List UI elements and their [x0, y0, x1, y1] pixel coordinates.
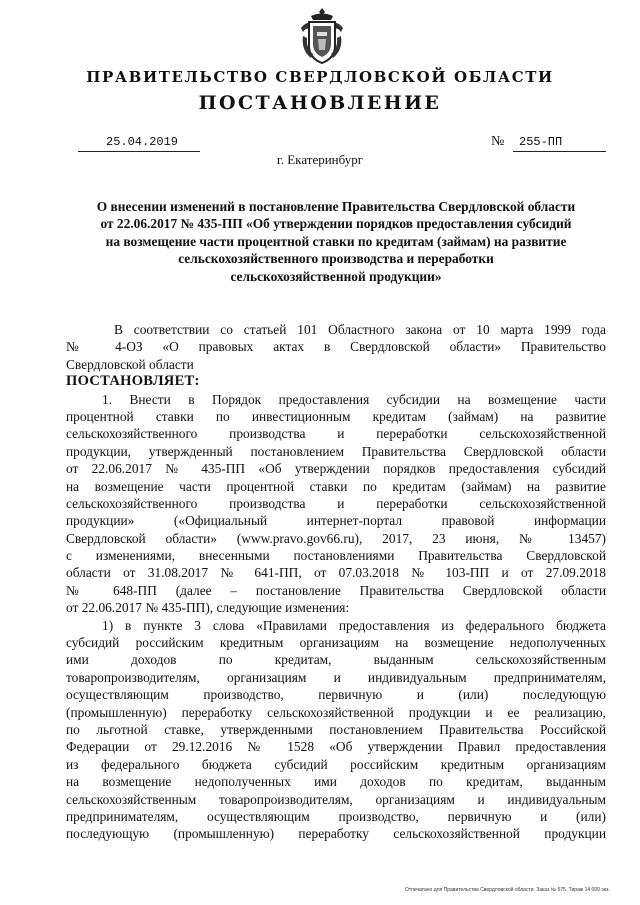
- title-line: от 22.06.2017 № 435-ПП «Об утверждении порядков предоставления субсидий: [100, 216, 572, 232]
- item1-line: с изменениями, внесенными постановлениями Правительства Свердловской: [66, 548, 606, 564]
- sub1-line: осуществляющим производство, первичную и (или) последующую: [66, 687, 606, 703]
- document-body: [66, 321, 606, 843]
- item1-line: Свердловской области» (www.pravo.gov66.ru), 2017, 23 июня, № 13457): [66, 530, 606, 546]
- sub1-line: субсидий российским кредитным организациям на возмещение недополученных: [66, 635, 606, 651]
- preamble-line: Свердловской области: [66, 356, 194, 372]
- preamble-line: В соответствии со статьей 101 Областного закона от 10 марта 1999 года: [114, 322, 606, 337]
- sub1-line: предпринимателям, осуществляющим производство, первичную и (или): [66, 808, 606, 824]
- item1-line: 1. Внести в Порядок предоставления субсидии на возмещение части: [102, 391, 606, 407]
- sub1-line: ими доходов по кредитам, выданным сельскохозяйственным: [66, 652, 606, 668]
- item1-line: № 648-ПП (далее – постановление Правительства Свердловской области: [66, 582, 606, 598]
- item1-line: продукции, утвержденный постановлением Правительства Свердловской области: [66, 443, 606, 459]
- number-sign: №: [491, 134, 505, 149]
- item1-line: сельскохозяйственного производства и переработки сельскохозяйственной: [66, 426, 606, 442]
- title-line: на возмещение части процентной ставки по кредитам (займам) на развитие: [105, 233, 567, 249]
- item1-line: процентной ставки по инвестиционным кредитам (займам) на развитие: [66, 408, 606, 424]
- sub1-line: сельскохозяйственным товаропроизводителям, организациям и индивидуальным: [66, 791, 606, 807]
- document-title: [66, 198, 606, 285]
- item1-line: сельскохозяйственного производства и переработки сельскохозяйственной: [66, 495, 606, 511]
- sub1-line: Федерации от 29.12.2016 № 1528 «Об утверждении Правил предоставления: [66, 739, 606, 755]
- resolve-heading: ПОСТАНОВЛЯЕТ:: [66, 373, 200, 390]
- coat-of-arms-icon: [297, 6, 347, 66]
- preamble-line: № 4-ОЗ «О правовых актах в Свердловской области» Правительство: [66, 339, 606, 355]
- item1-line: на возмещение части процентной ставки по кредитам (займам) на развитие: [66, 478, 606, 494]
- sub1-line: последующую (промышленную) переработку сельскохозяйственной продукции: [66, 826, 606, 842]
- sub1-line: по льготной ставке, утвержденными постановлением Правительства Российской: [66, 721, 606, 737]
- city: г. Екатеринбург: [276, 152, 364, 167]
- sub1-line: (промышленную) переработку сельскохозяйственной продукции и ее реализацию,: [66, 704, 606, 720]
- item1-line: продукции» («Официальный интернет-портал правовой информации: [66, 513, 606, 529]
- document-type: ПОСТАНОВЛЕНИЕ: [198, 92, 442, 114]
- government-name: ПРАВИТЕЛЬСТВО СВЕРДЛОВСКОЙ ОБЛАСТИ: [86, 68, 554, 86]
- item1-line: от 22.06.2017 № 435-ПП «Об утверждении порядков предоставления субсидий: [66, 461, 606, 477]
- sub1-line: товаропроизводителям, организациям и индивидуальным предпринимателям,: [66, 669, 606, 685]
- title-line: сельскохозяйственного производства и переработки: [178, 251, 494, 267]
- document-date: 25.04.2019: [78, 134, 200, 152]
- item1-line: от 22.06.2017 № 435-ПП), следующие изменения:: [66, 600, 350, 616]
- sub1-line: на возмещение недополученных ими доходов по кредитам, выданным: [66, 774, 606, 790]
- sub1-line: из федерального бюджета субсидий российским кредитным организациям: [66, 756, 606, 772]
- item1-line: области от 31.08.2017 № 641-ПП, от 07.03.2018 № 103-ПП и от 27.09.2018: [66, 565, 606, 581]
- title-line: сельскохозяйственной продукции»: [230, 268, 442, 284]
- title-line: О внесении изменений в постановление Правительства Свердловской области: [96, 199, 576, 214]
- document-number: 255-ПП: [513, 134, 606, 152]
- sub1-line: 1) в пункте 3 слова «Правилами предоставления из федерального бюджета: [102, 617, 606, 633]
- print-footer: Отпечатано для Правительства Свердловской области. Заказ № 575. Тираж 14 000 экз.: [405, 887, 610, 893]
